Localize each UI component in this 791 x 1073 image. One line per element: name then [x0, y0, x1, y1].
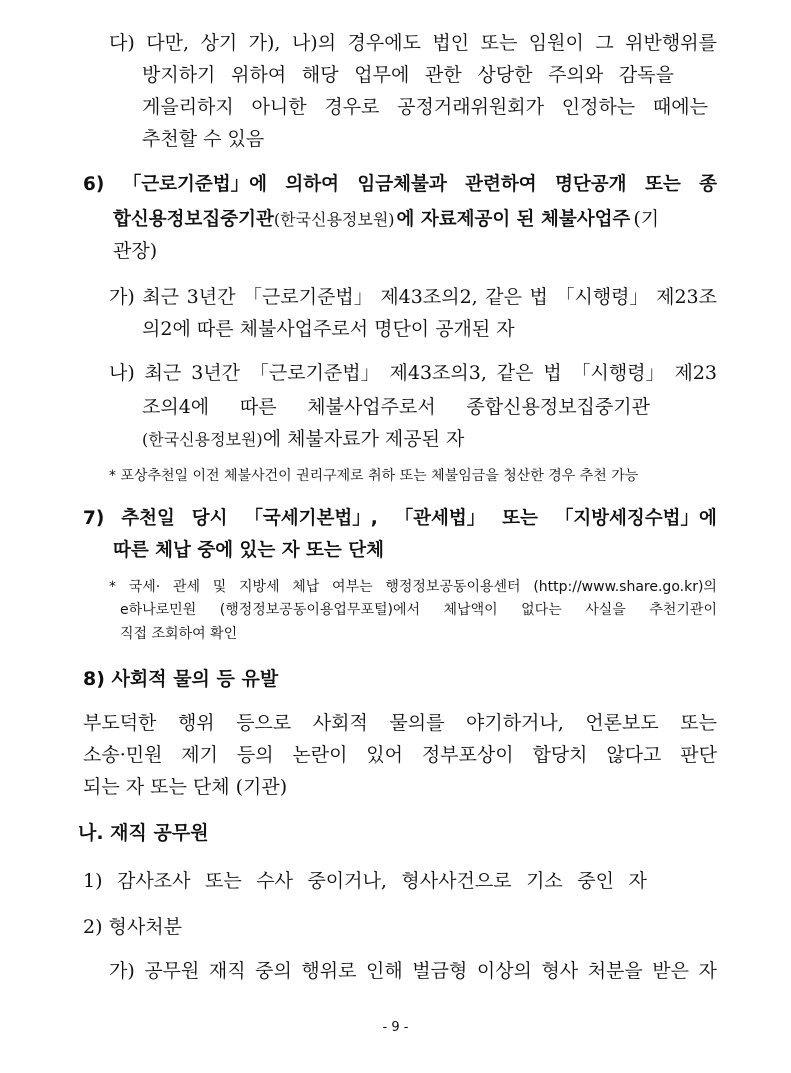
item-da-line4: 추천할 수 있음 — [142, 128, 265, 150]
item6-note: * 포상추천일 이전 체불사건이 권리구제로 취하 또는 체불임금을 청산한 경우 추천 가능 — [109, 468, 639, 484]
item8-title: 8) 사회적 물의 등 유발 — [83, 668, 279, 690]
item6-na-rest: 에 체불자료가 제공된 자 — [262, 428, 465, 450]
item-da-line1: 다) 다만, 상기 가), 나)의 경우에도 법인 또는 임원이 그 위반행위를 — [109, 32, 717, 54]
item8-body-line2: 소송·민원 제기 등의 논란이 있어 정부포상이 합당치 않다고 판단 — [83, 744, 717, 766]
item6-na-agency: (한국신용정보원) — [142, 430, 263, 449]
item6-title-line1: 6) 「근로기준법」에 의하여 임금체불과 관련하여 명단공개 또는 종 — [83, 174, 717, 195]
section-na-item2-ga: 가) 공무원 재직 중의 행위로 인해 벌금형 이상의 형사 처분을 받은 자 — [109, 960, 717, 982]
section-na-title: 나. 재직 공무원 — [78, 822, 209, 844]
item7-title-line1: 7) 추천일 당시 「국세기본법」, 「관세법」 또는 「지방세징수법」에 — [83, 508, 717, 529]
item-da-line3: 게을리하지 아니한 경우로 공정거래위원회가 인정하는 때에는 — [142, 96, 708, 118]
item7-note-line3: 직접 조회하여 확인 — [120, 626, 238, 642]
item6-na-line2: 조의4에 따른 체불사업주로서 종합신용정보집중기관 — [142, 396, 650, 418]
item8-body-line1: 부도덕한 행위 등으로 사회적 물의를 야기하거나, 언론보도 또는 — [83, 712, 717, 734]
item8-body-line3: 되는 자 또는 단체 (기관) — [83, 776, 288, 798]
item7-title-line2: 따른 체납 중에 있는 자 또는 단체 — [113, 540, 384, 561]
item6-title-head: (기 — [633, 208, 660, 230]
section-na-item2: 2) 형사처분 — [83, 916, 182, 938]
item-da-line2: 방지하기 위하여 해당 업무에 관한 상당한 주의와 감독을 — [142, 64, 674, 86]
page-number: - 9 - — [382, 1020, 409, 1035]
item6-title-line3: 관장) — [113, 240, 158, 262]
item6-title-agency-paren: (한국신용정보원) — [273, 210, 395, 229]
item6-title-line2 — [113, 206, 659, 233]
item6-na-line1: 나) 최근 3년간 「근로기준법」 제43조의3, 같은 법 「시행령」 제23 — [109, 362, 717, 384]
item6-title-agency: 합신용정보집중기관 — [113, 209, 274, 230]
item6-title-subject: 에 자료제공이 된 체불사업주 — [396, 209, 631, 230]
item7-note-line1: * 국세· 관세 및 지방세 체납 여부는 행정정보공동이용센터 (http://www.share.go.kr)의 — [109, 579, 717, 595]
item6-ga-line1: 가) 최근 3년간 「근로기준법」 제43조의2, 같은 법 「시행령」 제23조 — [109, 286, 717, 308]
item6-na-line3 — [142, 426, 464, 453]
item7-note-line2: e하나로민원 (행정정보공동이용업무포털)에서 체납액이 없다는 사실을 추천기관이 — [120, 602, 717, 618]
item6-ga-line2: 의2에 따른 체불사업주로서 명단이 공개된 자 — [142, 318, 515, 340]
section-na-item1: 1) 감사조사 또는 수사 중이거나, 형사사건으로 기소 중인 자 — [83, 870, 647, 892]
